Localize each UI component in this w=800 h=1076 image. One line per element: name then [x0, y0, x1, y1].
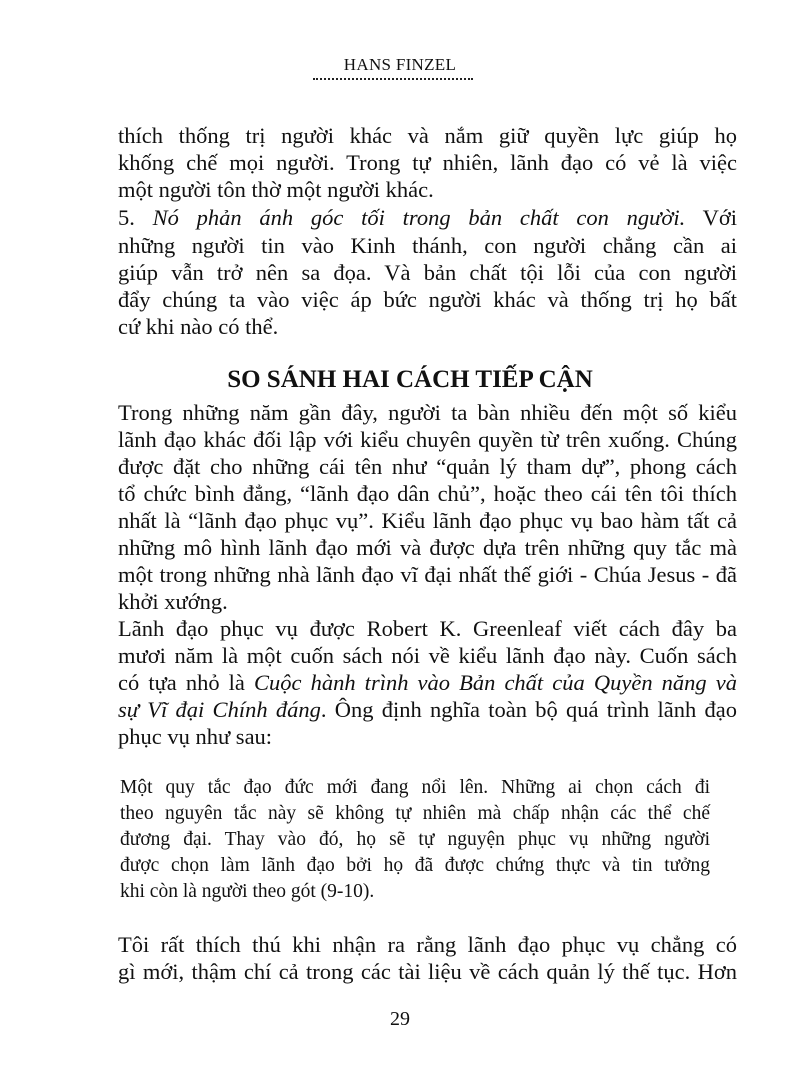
italic-text: Cuộc hành trình vào Bản chất của Quyền năng và	[254, 670, 737, 695]
section-heading: SO SÁNH HAI CÁCH TIẾP CẬN	[227, 366, 593, 393]
text-line	[118, 454, 737, 480]
italic-text: sự Vĩ đại Chính đáng	[118, 697, 321, 722]
text-run: những người tin vào Kinh thánh, con người chẳng cần ai	[118, 233, 737, 258]
text-run: giúp vẫn trở nên sa đọa. Và bản chất tội lỗi của con người	[118, 260, 737, 285]
text-run: thích thống trị người khác và nắm giữ quyền lực giúp họ	[118, 123, 737, 148]
header-dotted-rule	[313, 78, 473, 80]
text-line	[120, 829, 710, 851]
text-run: phục vụ như sau:	[118, 724, 273, 749]
text-run: được chọn làm lãnh đạo bởi họ đã được chứng thực và tin tưởng	[120, 855, 710, 876]
text-line	[120, 777, 710, 799]
text-line	[118, 589, 737, 615]
text-line	[120, 881, 710, 903]
running-header: HANS FINZEL	[343, 55, 457, 74]
text-line	[118, 959, 737, 985]
text-line	[118, 535, 737, 561]
text-run: gì mới, thậm chí cả trong các tài liệu về cách quản lý thế tục. Hơn	[118, 959, 737, 984]
text-run: Trong những năm gần đây, người ta bàn nhiều đến một số kiểu	[118, 400, 737, 425]
text-run: được đặt cho những cái tên như “quản lý tham dự”, phong cách	[118, 454, 737, 479]
text-run: đương đại. Thay vào đó, họ sẽ tự nguyện phục vụ những người	[120, 829, 710, 850]
text-run: theo nguyên tắc này sẽ không tự nhiên mà chấp nhận các thể chế	[120, 803, 710, 824]
text-line	[118, 427, 737, 453]
text-run: 5.	[118, 205, 153, 230]
text-line	[118, 670, 737, 696]
text-run: nhất là “lãnh đạo phục vụ”. Kiểu lãnh đạo phục vụ bao hàm tất cả	[118, 508, 737, 533]
text-run: Tôi rất thích thú khi nhận ra rằng lãnh đạo phục vụ chẳng có	[118, 932, 737, 957]
text-line	[120, 803, 710, 825]
text-line	[118, 260, 737, 286]
text-line	[118, 314, 737, 340]
text-run: một trong những nhà lãnh đạo vĩ đại nhất thế giới - Chúa Jesus - đã	[118, 562, 737, 587]
text-run: đẩy chúng ta vào việc áp bức người khác và thống trị họ bất	[118, 287, 737, 312]
text-run: Một quy tắc đạo đức mới đang nổi lên. Những ai chọn cách đi	[120, 777, 710, 798]
text-line	[118, 205, 737, 231]
italic-text: Nó phản ánh góc tối trong bản chất con người.	[152, 205, 686, 230]
text-line	[118, 481, 737, 507]
text-run: tổ chức bình đẳng, “lãnh đạo dân chủ”, hoặc theo cái tên tôi thích	[118, 481, 737, 506]
text-run: những mô hình lãnh đạo mới và được dựa trên những quy tắc mà	[118, 535, 737, 560]
text-run: khởi xướng.	[118, 589, 228, 614]
text-line	[118, 508, 737, 534]
text-line	[118, 562, 737, 588]
text-line	[118, 150, 737, 176]
text-line	[118, 233, 737, 259]
text-line	[120, 855, 710, 877]
text-line	[118, 177, 737, 203]
text-line	[118, 697, 737, 723]
text-line	[118, 932, 737, 958]
page-number: 29	[390, 1008, 410, 1030]
text-line	[118, 123, 737, 149]
text-run: có tựa nhỏ là	[118, 670, 255, 695]
text-run: Lãnh đạo phục vụ được Robert K. Greenleaf viết cách đây ba	[118, 616, 737, 641]
text-run: Với	[685, 205, 737, 230]
text-line	[118, 287, 737, 313]
text-line	[118, 400, 737, 426]
text-run: mươi năm là một cuốn sách nói về kiểu lãnh đạo này. Cuốn sách	[118, 643, 737, 668]
text-line	[118, 616, 737, 642]
text-run: khi còn là người theo gót (9-10).	[120, 881, 375, 902]
text-line	[118, 643, 737, 669]
text-line	[118, 724, 737, 750]
text-run: cứ khi nào có thể.	[118, 314, 279, 339]
text-run: . Ông định nghĩa toàn bộ quá trình lãnh đạo	[320, 697, 737, 722]
text-run: một người tôn thờ một người khác.	[118, 177, 434, 202]
text-run: khống chế mọi người. Trong tự nhiên, lãnh đạo có vẻ là việc	[118, 150, 737, 175]
text-run: lãnh đạo khác đối lập với kiểu chuyên quyền từ trên xuống. Chúng	[118, 427, 737, 452]
